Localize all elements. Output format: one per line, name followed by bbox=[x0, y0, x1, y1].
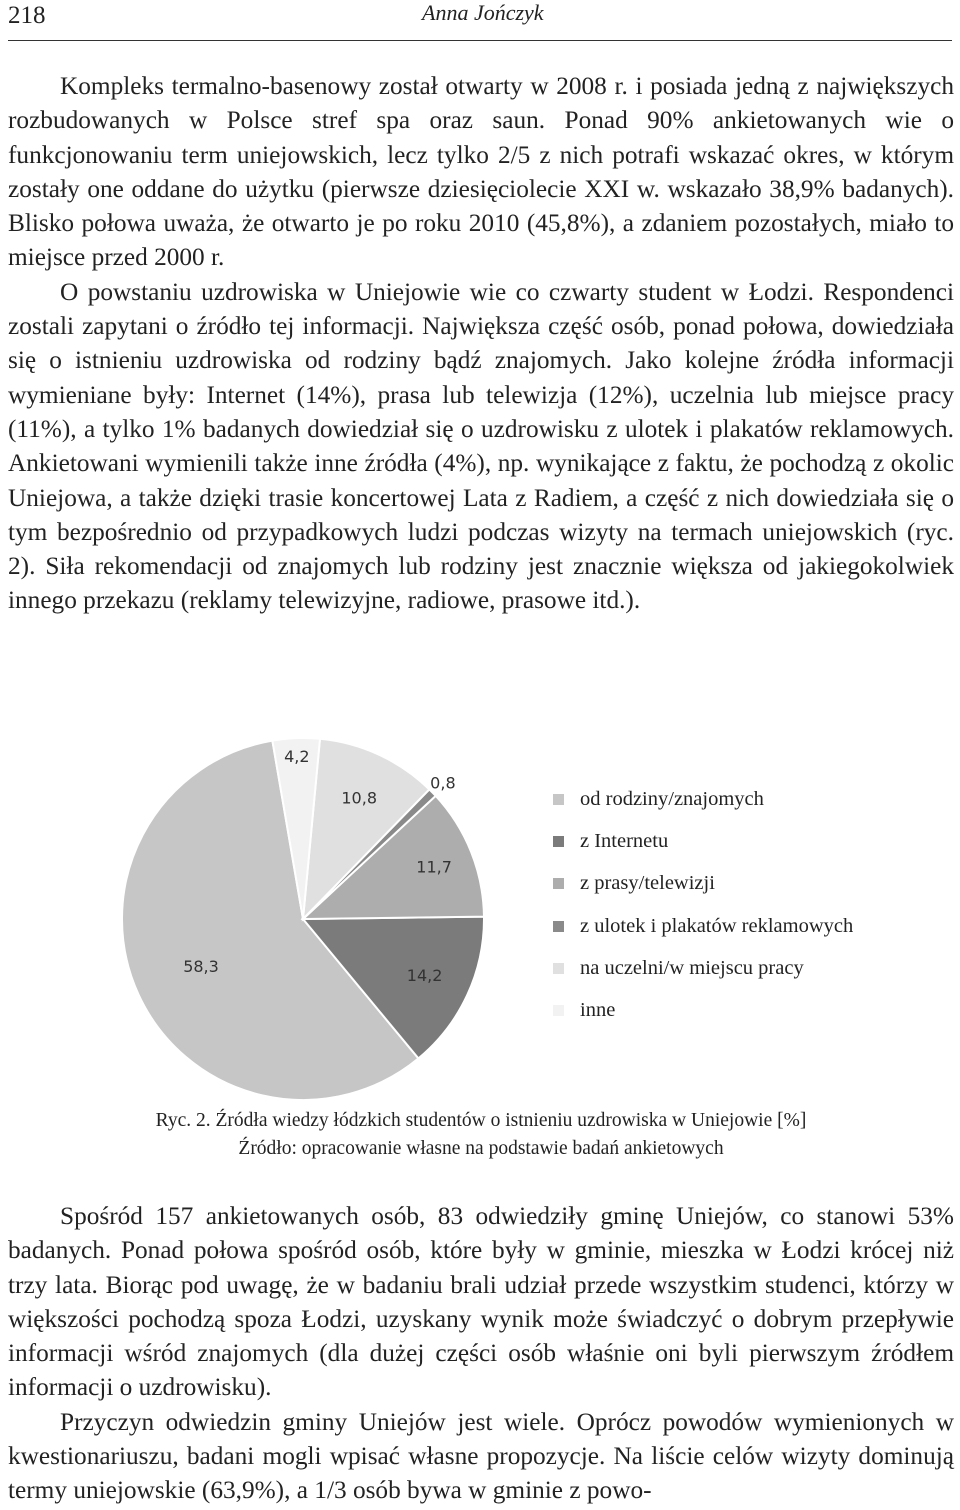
pie-chart bbox=[8, 700, 528, 1100]
paragraph: O powstaniu uzdrowiska w Uniejowie wie co czwarty student w Łodzi. Respondenci zostali zapytani o źródło tej informacji. Największa część osób, ponad połowa, dowiedziała się o istnieniu uzdrowiska od rodziny bądź znajomych. Jako kolejne źródła informacji wymieniane były: Internet (14%), prasa lub telewizja (12%), uczelnia lub miejsce pracy (11%), a tylko 1% badanych dowiedział się o uzdrowisku z ulotek i plakatów reklamowych. Ankietowani wymienili także inne źródła (4%), np. wynikające z faktu, że pochodzą z okolic Uniejowa, a także dzięki trasie koncertowej Lata z Radiem, a część z nich dowiedziała się o tym bezpośrednio od przypadkowych ludzi podczas wizyty na termach uniejowskich (ryc. 2). Siła rekomendacji od znajomych lub rodziny jest znacznie większa od jakiegokolwiek innego przekazu (reklamy telewizyjne, radiowe, prasowe itd.). bbox=[8, 277, 954, 615]
caption-title: Ryc. 2. Źródła wiedzy łódzkich studentów o istnieniu uzdrowiska w Uniejowie [%] bbox=[155, 1110, 807, 1131]
legend-label: od rodziny/znajomych bbox=[580, 787, 764, 810]
legend-label: z prasy/telewizji bbox=[580, 872, 715, 895]
legend-label: z ulotek i plakatów reklamowych bbox=[580, 914, 854, 937]
body-text-top bbox=[8, 69, 954, 618]
legend-item bbox=[543, 989, 953, 1031]
figure-caption bbox=[8, 1107, 954, 1163]
legend-label: z Internetu bbox=[580, 829, 669, 852]
data-label: 58,3 bbox=[183, 956, 219, 976]
figure-pie-chart bbox=[8, 700, 954, 1100]
data-label: 11,7 bbox=[416, 857, 452, 877]
legend-swatch bbox=[553, 1005, 564, 1016]
legend-swatch bbox=[553, 921, 564, 932]
data-label: 0,8 bbox=[430, 773, 456, 793]
legend-item bbox=[543, 905, 953, 947]
legend-item bbox=[543, 947, 953, 989]
legend-swatch bbox=[553, 963, 564, 974]
paragraph: Spośród 157 ankietowanych osób, 83 odwiedziły gminę Uniejów, co stanowi 53% badanych. Ponad połowa spośród osób, które były w gminie, mieszka w Łodzi krócej niż trzy lata. Biorąc pod uwagę, że w badaniu brali udział przede wszystkim studenci, którzy w większości pochodzą spoza Łodzi, uzyskany wynik może świadczyć o dobrym przepływie informacji wśród znajomych (dla dużej części osób właśnie oni byli pierwszym źródłem informacji o uzdrowisku). bbox=[8, 1202, 954, 1402]
data-label: 14,2 bbox=[406, 966, 443, 986]
page-number: 218 bbox=[8, 2, 46, 29]
legend-item bbox=[543, 863, 953, 905]
legend-item bbox=[543, 778, 953, 820]
legend-label: na uczelni/w miejscu pracy bbox=[580, 956, 804, 979]
running-author: Anna Jończyk bbox=[422, 0, 544, 25]
legend-swatch bbox=[553, 878, 564, 889]
legend-swatch bbox=[553, 794, 564, 805]
chart-legend bbox=[543, 778, 953, 1032]
caption-source: Źródło: opracowanie własne na podstawie badań ankietowych bbox=[238, 1138, 724, 1159]
legend-item bbox=[543, 820, 953, 862]
data-label: 4,2 bbox=[284, 747, 310, 767]
running-header bbox=[8, 0, 952, 41]
paragraph: Przyczyn odwiedzin gminy Uniejów jest wiele. Oprócz powodów wymienionych w kwestionariuszu, badani mogli wpisać własne propozycje. Na liście celów wizyty dominują termy uniejowskie (63,9%), a 1/3 osób bywa w gminie z powo- bbox=[8, 1407, 954, 1505]
paragraph: Kompleks termalno-basenowy został otwarty w 2008 r. i posiada jedną z największych rozbudowanych w Polsce stref spa oraz saun. Ponad 90% ankietowanych wie o funkcjonowaniu term uniejowskich, lecz tylko 2/5 z nich potrafi wskazać okres, w którym zostały one oddane do użytku (pierwsze dziesięciolecie XXI w. wskazało 38,9% badanych). Blisko połowa uważa, że otwarto je po roku 2010 (45,8%), a zdaniem pozostałych, miało to miejsce przed 2000 r. bbox=[8, 72, 954, 272]
body-text-bottom bbox=[8, 1199, 954, 1508]
data-label: 10,8 bbox=[341, 788, 378, 808]
legend-swatch bbox=[553, 836, 564, 847]
legend-label: inne bbox=[580, 999, 616, 1022]
